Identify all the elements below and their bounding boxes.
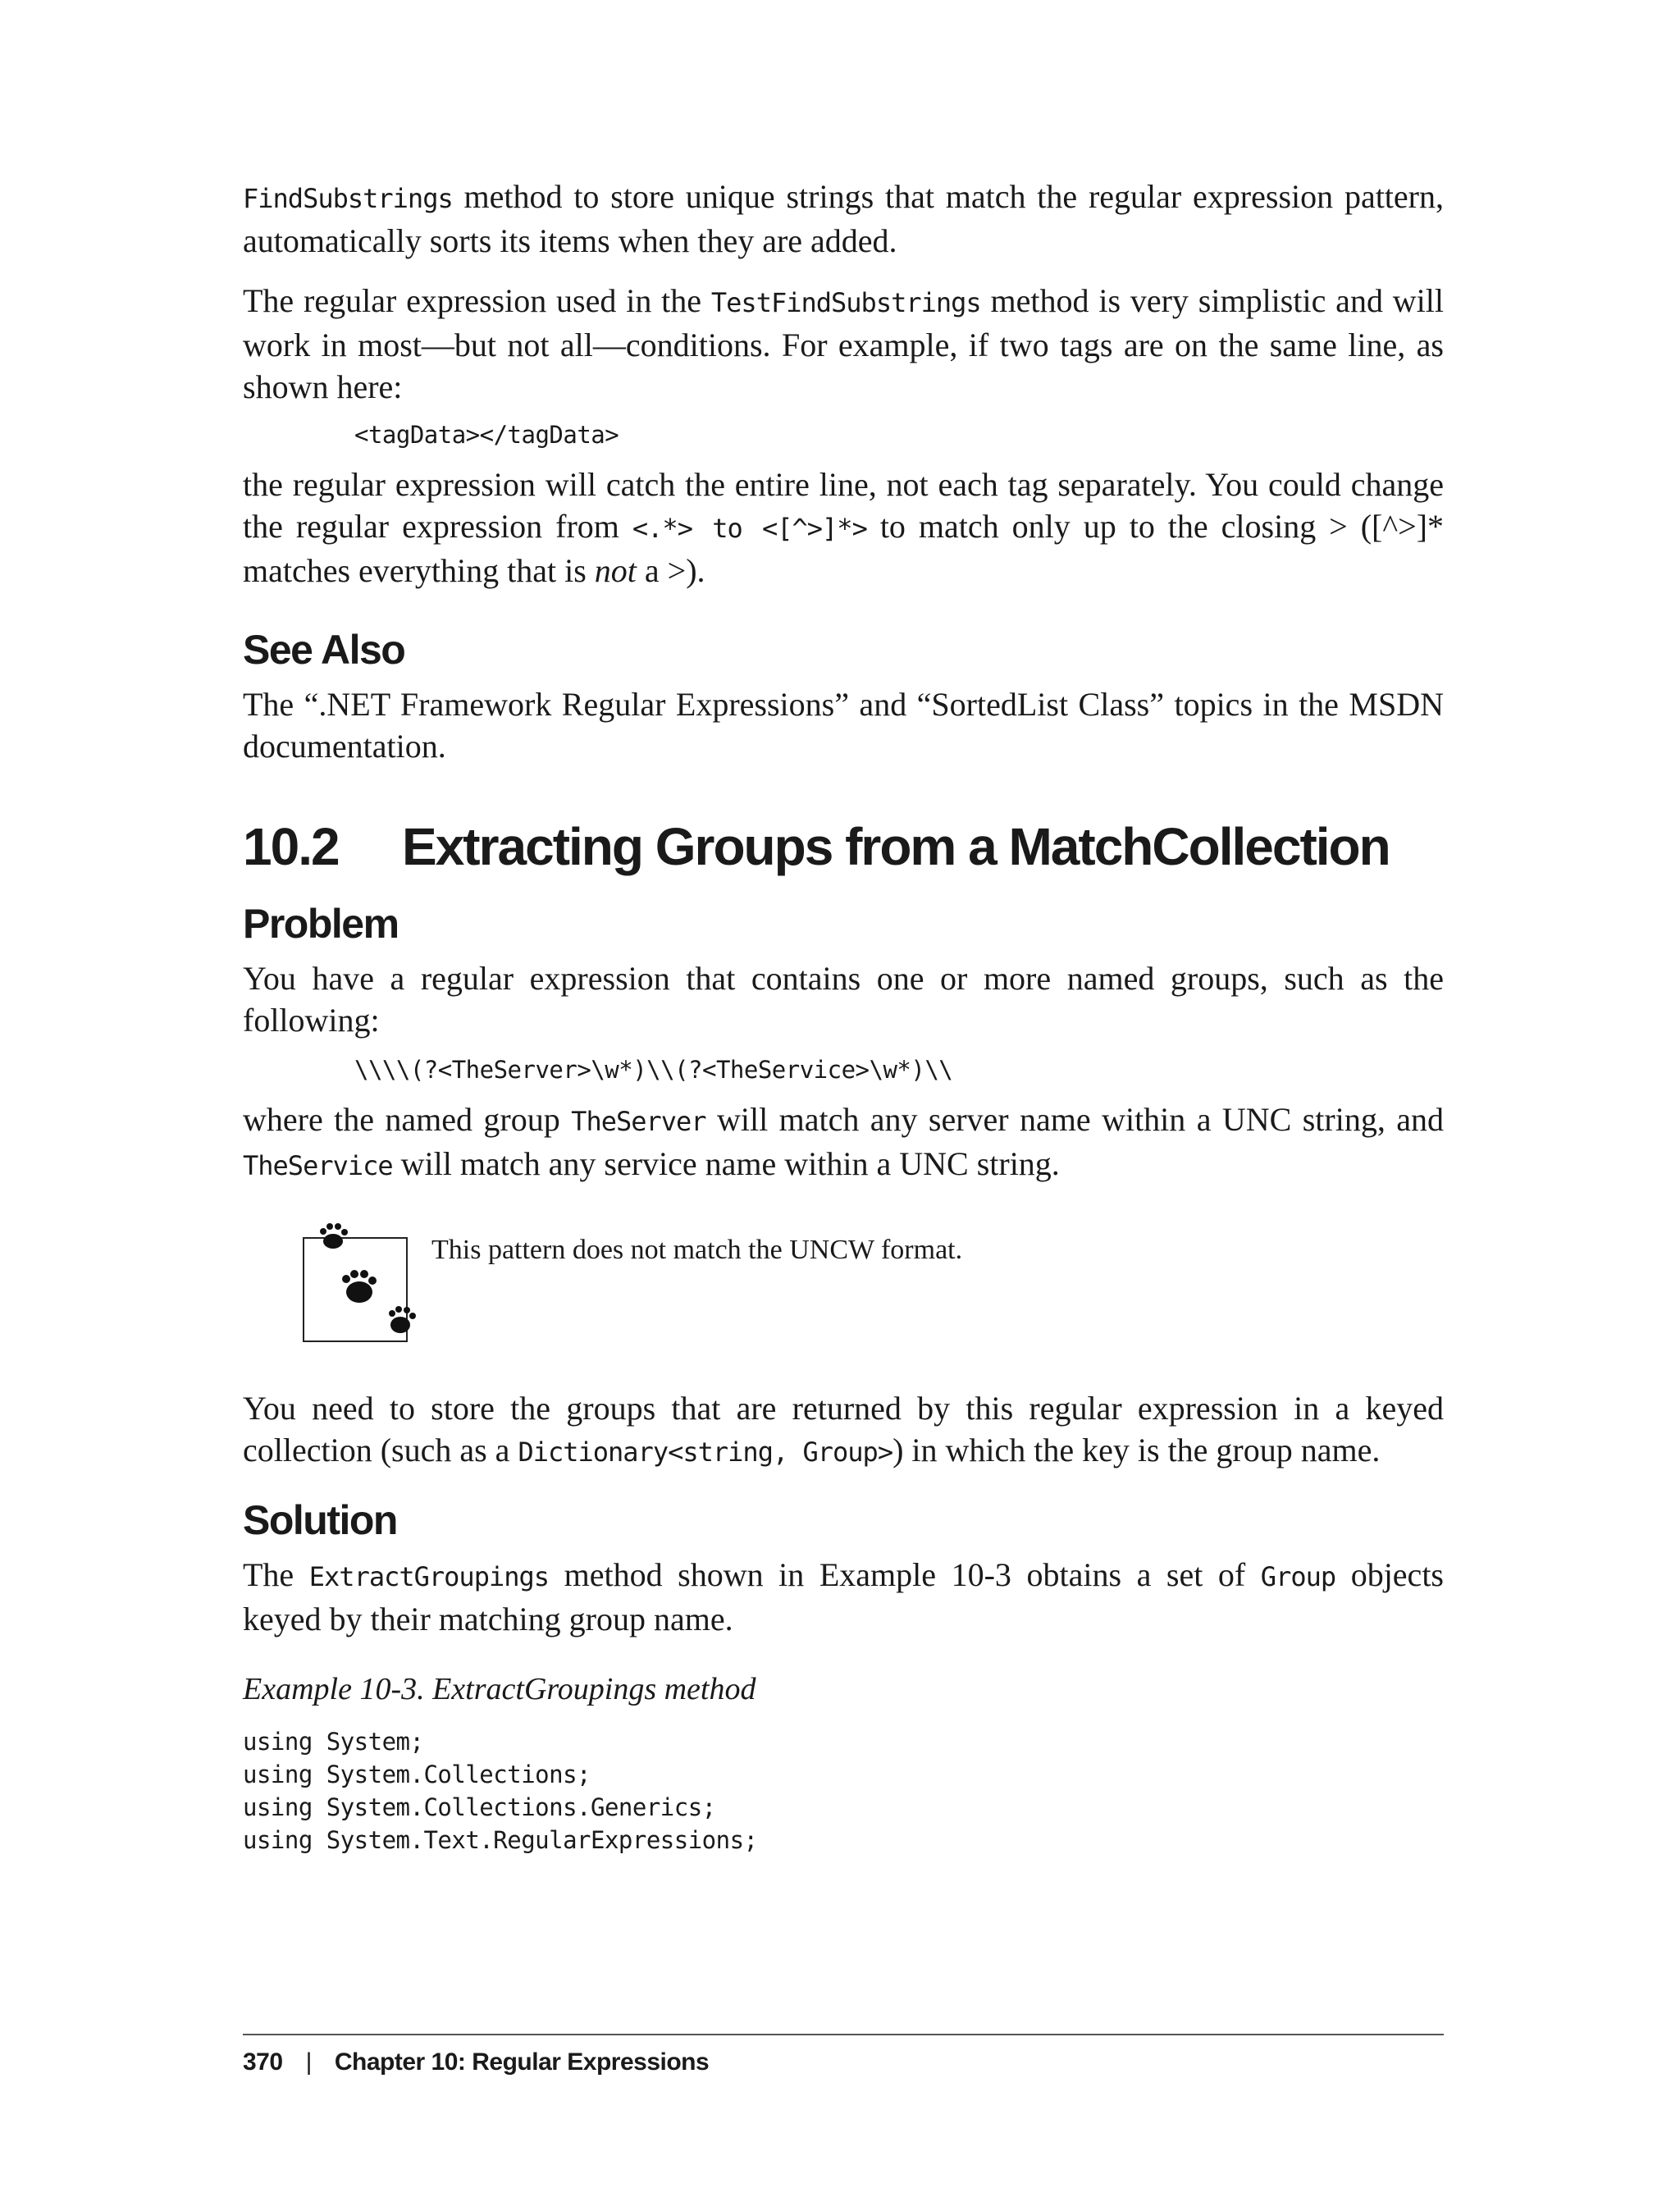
note-box bbox=[300, 1210, 1444, 1350]
paragraph-regex-simplistic bbox=[243, 280, 1444, 408]
paragraph-text: a >). bbox=[636, 552, 705, 589]
paw-prints-icon bbox=[300, 1210, 431, 1350]
paragraph-text: objects keyed by their matching group name. bbox=[243, 1556, 1444, 1637]
code-block-unc-regex: \\\\(?<TheServer>\w*)\\(?<TheService>\w*)\\ bbox=[354, 1056, 953, 1084]
heading-see-also: See Also bbox=[243, 627, 405, 673]
heading-problem: Problem bbox=[243, 901, 399, 947]
inline-code: Group bbox=[1260, 1561, 1336, 1592]
paragraph-text: You need to store the groups that are returned by this regular expression in a keyed collection (such as a bbox=[243, 1390, 1444, 1468]
page-content bbox=[243, 164, 1444, 1857]
paragraph-text: The regular expression used in the bbox=[243, 282, 711, 319]
inline-code: TestFindSubstrings bbox=[710, 287, 981, 318]
paragraph-text: where the named group bbox=[243, 1101, 572, 1138]
section-heading bbox=[243, 816, 1444, 877]
example-caption: Example 10-3. ExtractGroupings method bbox=[243, 1672, 756, 1706]
paragraph-problem: You have a regular expression that contains one or more named groups, such as the following: bbox=[243, 960, 1444, 1039]
paragraph-regex-catch bbox=[243, 464, 1444, 591]
inline-code: ExtractGroupings bbox=[308, 1561, 550, 1592]
note-text: This pattern does not match the UNCW format. bbox=[431, 1235, 963, 1265]
paragraph-text: The bbox=[243, 1556, 309, 1593]
paragraph-text: method shown in Example 10-3 obtains a set of bbox=[549, 1556, 1261, 1593]
paragraph-text: method to store unique strings that match the regular expression pattern, automatically sorts its items when they are added. bbox=[243, 178, 1444, 259]
chapter-title: Chapter 10: Regular Expressions bbox=[334, 2048, 710, 2076]
paragraph-sortedlist bbox=[243, 176, 1444, 262]
section-title: Extracting Groups from a MatchCollection bbox=[402, 817, 1390, 876]
paragraph-text: to match only up to the closing > ([^>]* matches everything that is bbox=[243, 508, 1445, 589]
code-block-tagdata: <tagData></tagData> bbox=[354, 421, 619, 449]
inline-code: TheService bbox=[243, 1150, 393, 1181]
paragraph-text: will match any service name within a UNC string. bbox=[392, 1145, 1060, 1182]
paragraph-text: ) in which the key is the group name. bbox=[892, 1432, 1381, 1468]
paragraph-text: method is very simplistic and will work in most—but not all—conditions. For example, if two tags are on the same line, as shown here: bbox=[243, 282, 1445, 405]
paragraph-store-groups bbox=[243, 1387, 1444, 1473]
footer-separator: | bbox=[305, 2048, 312, 2076]
inline-code: TheServer bbox=[571, 1106, 706, 1137]
inline-code: <.*> to <[^>]*> bbox=[632, 513, 867, 544]
page-number: 370 bbox=[243, 2048, 283, 2076]
inline-code: FindSubstrings bbox=[243, 183, 453, 214]
paragraph-see-also: The “.NET Framework Regular Expressions” and “SortedList Class” topics in the MSDN documentation. bbox=[243, 686, 1444, 765]
code-block-usings: using System; using System.Collections; using System.Collections.Generics; using System.Text.RegularExpressions; bbox=[243, 1728, 758, 1854]
paragraph-solution bbox=[243, 1554, 1444, 1640]
paragraph-named-groups bbox=[243, 1098, 1444, 1187]
emphasis: not bbox=[594, 552, 637, 589]
section-number: 10.2 bbox=[243, 817, 339, 876]
heading-solution: Solution bbox=[243, 1497, 397, 1543]
page-footer bbox=[243, 2034, 1444, 2076]
paragraph-text: will match any server name within a UNC string, and bbox=[705, 1101, 1444, 1138]
paragraph-text: the regular expression will catch the entire line, not each tag separately. You could change the regular expression from bbox=[243, 466, 1444, 545]
inline-code: Dictionary<string, Group> bbox=[518, 1436, 893, 1468]
